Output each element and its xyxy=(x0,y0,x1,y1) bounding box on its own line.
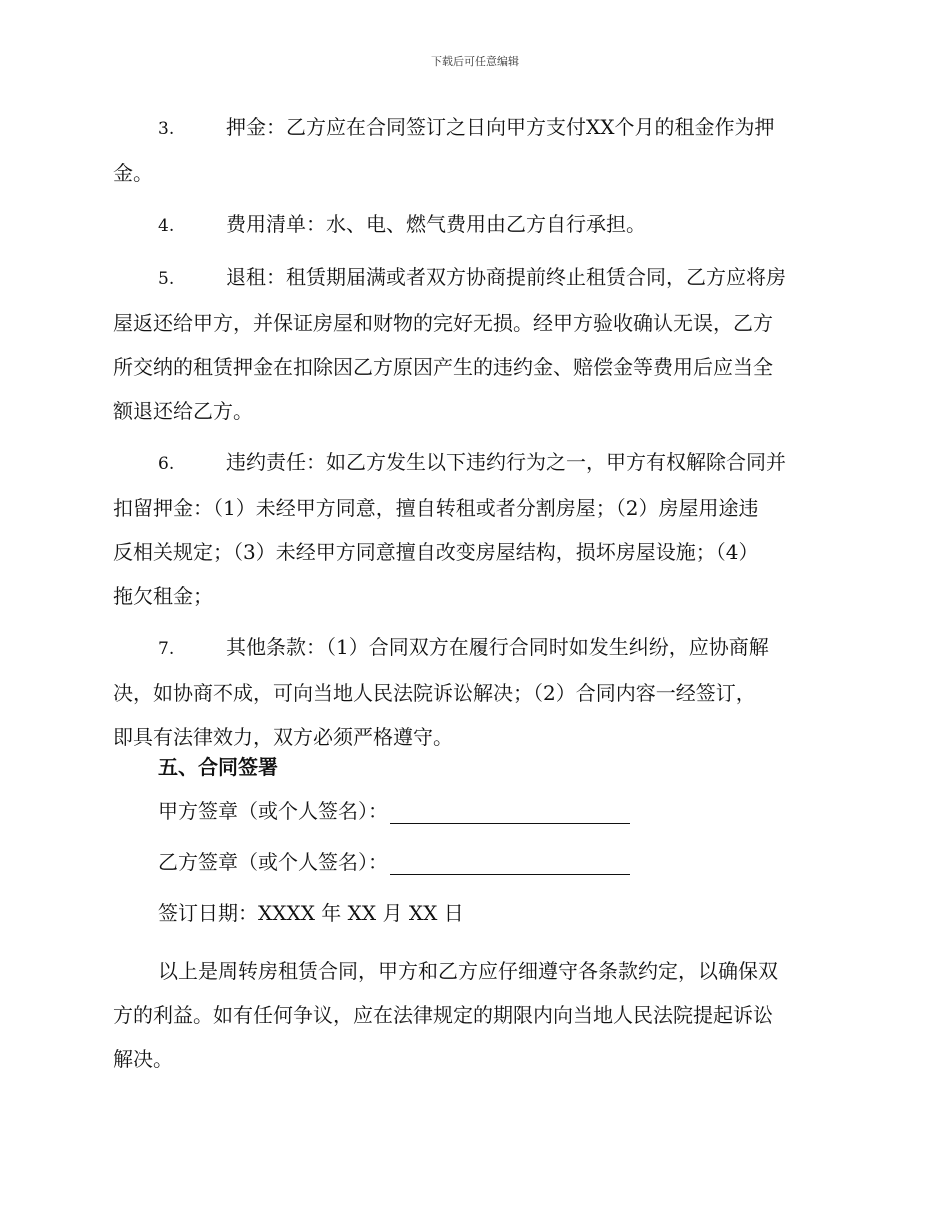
clause-line xyxy=(113,530,833,574)
signature-section xyxy=(113,745,833,935)
party-b-signature-line xyxy=(390,848,630,875)
clause-line xyxy=(113,151,833,195)
clause-text: 其他条款：（1）合同双方在履行合同时如发生纠纷，应协商解 xyxy=(226,635,769,659)
clause xyxy=(113,202,833,248)
clause xyxy=(113,105,833,195)
clause-line xyxy=(113,389,833,433)
party-a-label: 甲方签章（或个人签名）： xyxy=(158,799,388,823)
clause-line xyxy=(113,440,833,486)
clause-line xyxy=(113,202,833,248)
section-heading: 五、合同签署 xyxy=(158,755,278,779)
clause-text: 退租：租赁期届满或者双方协商提前终止租赁合同，乙方应将房 xyxy=(226,265,786,289)
clause-text: 违约责任：如乙方发生以下违约行为之一，甲方有权解除合同并 xyxy=(226,450,786,474)
clause-text: 费用清单：水、电、燃气费用由乙方自行承担。 xyxy=(226,212,646,236)
clause-line xyxy=(113,574,833,618)
clause-line xyxy=(113,105,833,151)
signing-date: 签订日期：XXXX 年 XX 月 XX 日 xyxy=(158,901,464,925)
clause-text: 押金：乙方应在合同签订之日向甲方支付XX个月的租金作为押 xyxy=(226,115,775,139)
clause-text: 所交纳的租赁押金在扣除因乙方原因产生的违约金、赔偿金等费用后应当全 xyxy=(113,355,773,379)
clause-number: 3. xyxy=(158,119,175,139)
page-header: 下载后可任意编辑 xyxy=(431,55,519,68)
party-b-label: 乙方签章（或个人签名）： xyxy=(158,850,388,874)
clause-text: 金。 xyxy=(113,161,153,185)
clause xyxy=(113,255,833,433)
closing-paragraph xyxy=(113,949,833,1081)
clause-line xyxy=(113,255,833,301)
clause-text: 反相关规定；（3）未经甲方同意擅自改变房屋结构，损坏房屋设施；（4） xyxy=(113,540,759,564)
clause-text: 额退还给乙方。 xyxy=(113,399,253,423)
clause-number: 7. xyxy=(158,639,175,659)
closing-line: 方的利益。如有任何争议，应在法律规定的期限内向当地人民法院提起诉讼 xyxy=(113,1003,773,1027)
party-a-signature xyxy=(113,789,833,833)
clause-line xyxy=(113,625,833,671)
clause-number: 5. xyxy=(158,269,175,289)
clause-text: 屋返还给甲方，并保证房屋和财物的完好无损。经甲方验收确认无误，乙方 xyxy=(113,311,773,335)
clause-line xyxy=(113,301,833,345)
clause xyxy=(113,440,833,618)
clause-text: 拖欠租金； xyxy=(113,584,213,608)
party-b-signature xyxy=(113,840,833,884)
closing-line: 以上是周转房租赁合同，甲方和乙方应仔细遵守各条款约定，以确保双 xyxy=(158,959,778,983)
clause-text: 决，如协商不成，可向当地人民法院诉讼解决；（2）合同内容一经签订， xyxy=(113,681,756,705)
clause-line xyxy=(113,345,833,389)
clause-text: 扣留押金：（1）未经甲方同意，擅自转租或者分割房屋；（2）房屋用途违 xyxy=(113,496,759,520)
closing-line: 解决。 xyxy=(113,1047,173,1071)
clause-number: 4. xyxy=(158,216,175,236)
clause-text: 即具有法律效力，双方必须严格遵守。 xyxy=(113,725,453,749)
clause-line xyxy=(113,671,833,715)
clause xyxy=(113,625,833,759)
clause-list xyxy=(113,105,833,766)
party-a-signature-line xyxy=(390,797,630,824)
clause-line xyxy=(113,486,833,530)
clause-number: 6. xyxy=(158,454,175,474)
